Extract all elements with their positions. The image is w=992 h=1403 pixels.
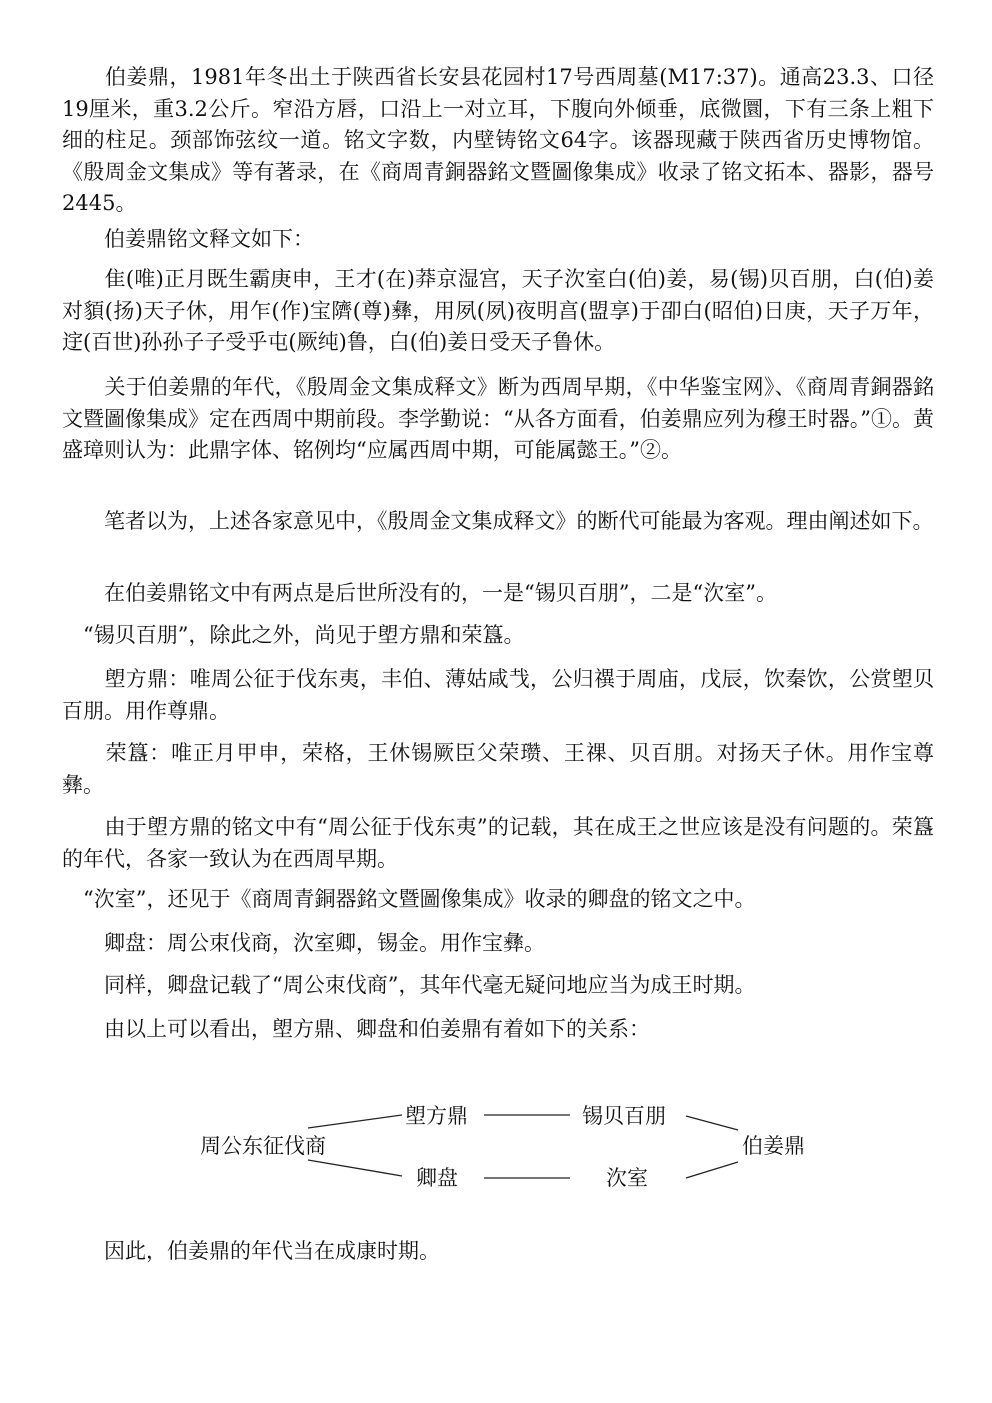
connector-left-top	[308, 1115, 402, 1128]
paragraph-xibei-baipeng: “锡贝百朋”，除此之外，尚见于塱方鼎和荣簋。	[62, 623, 525, 647]
diagram-node-xianshi: 㳄室	[606, 1166, 648, 1190]
diagram-node-xibei-baipeng: 锡贝百朋	[582, 1104, 666, 1128]
paragraph-qing-pan-date: 同样，卿盘记载了“周公朿伐商”，其年代毫无疑问地应当为成王时期。	[62, 973, 756, 997]
diagram-connector-lines	[0, 1090, 992, 1210]
connector-top-right	[686, 1116, 738, 1130]
connector-left-bottom	[308, 1160, 402, 1176]
diagram-node-qingpan: 卿盘	[416, 1166, 458, 1190]
relationship-diagram	[0, 1090, 992, 1210]
paragraph-fangding: 塱方鼎：唯周公征于伐东夷，丰伯、薄姑咸𢦏，公归禩于周庙，戊辰，饮秦饮，公赏塱贝百朋。用作尊鼎。	[62, 667, 934, 723]
paragraph-qing-pan: 卿盘：周公朿伐商，㳄室卿，锡金。用作宝彝。	[62, 931, 545, 955]
diagram-node-bojiang-ding: 伯姜鼎	[742, 1134, 805, 1158]
paragraph-dating-reason: 由于塱方鼎的铭文中有“周公征于伐东夷”的记载，其在成王之世应该是没有问题的。荣簋的年代，各家一致认为在西周早期。	[62, 815, 934, 871]
paragraph-inscription-heading: 伯姜鼎铭文释文如下：	[62, 227, 314, 251]
paragraph-rong-gui: 荣簋：唯正月甲申，荣格，王休锡厥臣父荣瓒、王祼、贝百朋。对扬天子休。用作宝尊彝。	[62, 741, 934, 797]
paragraph-conclusion: 因此，伯姜鼎的年代当在成康时期。	[62, 1239, 440, 1263]
paragraph-xian-shi: “㳄室”，还见于《商周青銅器銘文暨圖像集成》收录的卿盘的铭文之中。	[62, 887, 756, 911]
paragraph-two-points: 在伯姜鼎铭文中有两点是后世所没有的，一是“锡贝百朋”，二是“㳄室”。	[62, 581, 777, 605]
connector-bottom-right	[686, 1162, 738, 1178]
paragraph-author-view: 笔者以为，上述各家意见中，《殷周金文集成释文》的断代可能最为客观。理由阐述如下。	[62, 509, 934, 533]
paragraph-intro: 伯姜鼎，1981年冬出土于陕西省长安县花园村17号西周墓(M17:37)。通高23.3、口径19厘米，重3.2公斤。窄沿方唇，口沿上一对立耳，下腹向外倾垂，底微圜，下有三条上粗下细的柱足。颈部饰弦纹一道。铭文字数，内壁铸铭文64字。该器现藏于陕西省历史博物馆。《殷周金文集成》等有著录，在《商周青銅器銘文暨圖像集成》收录了铭文拓本、器影，器号2445。	[62, 65, 934, 215]
diagram-node-zhougong: 周公东征伐商	[200, 1134, 326, 1158]
paragraph-inscription-text: 隹(唯)正月既生霸庚申，王才(在)莽京湿宫，天子㳄室白(伯)姜，易(锡)贝百朋，白(伯)姜对䫉(扬)天子休，用乍(作)宝隮(尊)彝，用夙(夙)夜明亯(盟享)于卲白(昭伯)日庚，天子万年，䢓(百世)孙孙子子受乎屯(厥纯)鲁，白(伯)姜日受天子鲁休。	[62, 267, 934, 354]
diagram-node-fangding: 塱方鼎	[405, 1104, 468, 1128]
paragraph-relationship-intro: 由以上可以看出，塱方鼎、卿盘和伯姜鼎有着如下的关系：	[62, 1017, 650, 1041]
paragraph-dating-opinions: 关于伯姜鼎的年代，《殷周金文集成释文》断为西周早期，《中华鉴宝网》、《商周青銅器銘文暨圖像集成》定在西周中期前段。李学勤说：“从各方面看，伯姜鼎应列为穆王时器。”①。黄盛璋则认为：此鼎字体、铭例均“应属西周中期，可能属懿王。”②。	[62, 375, 934, 462]
